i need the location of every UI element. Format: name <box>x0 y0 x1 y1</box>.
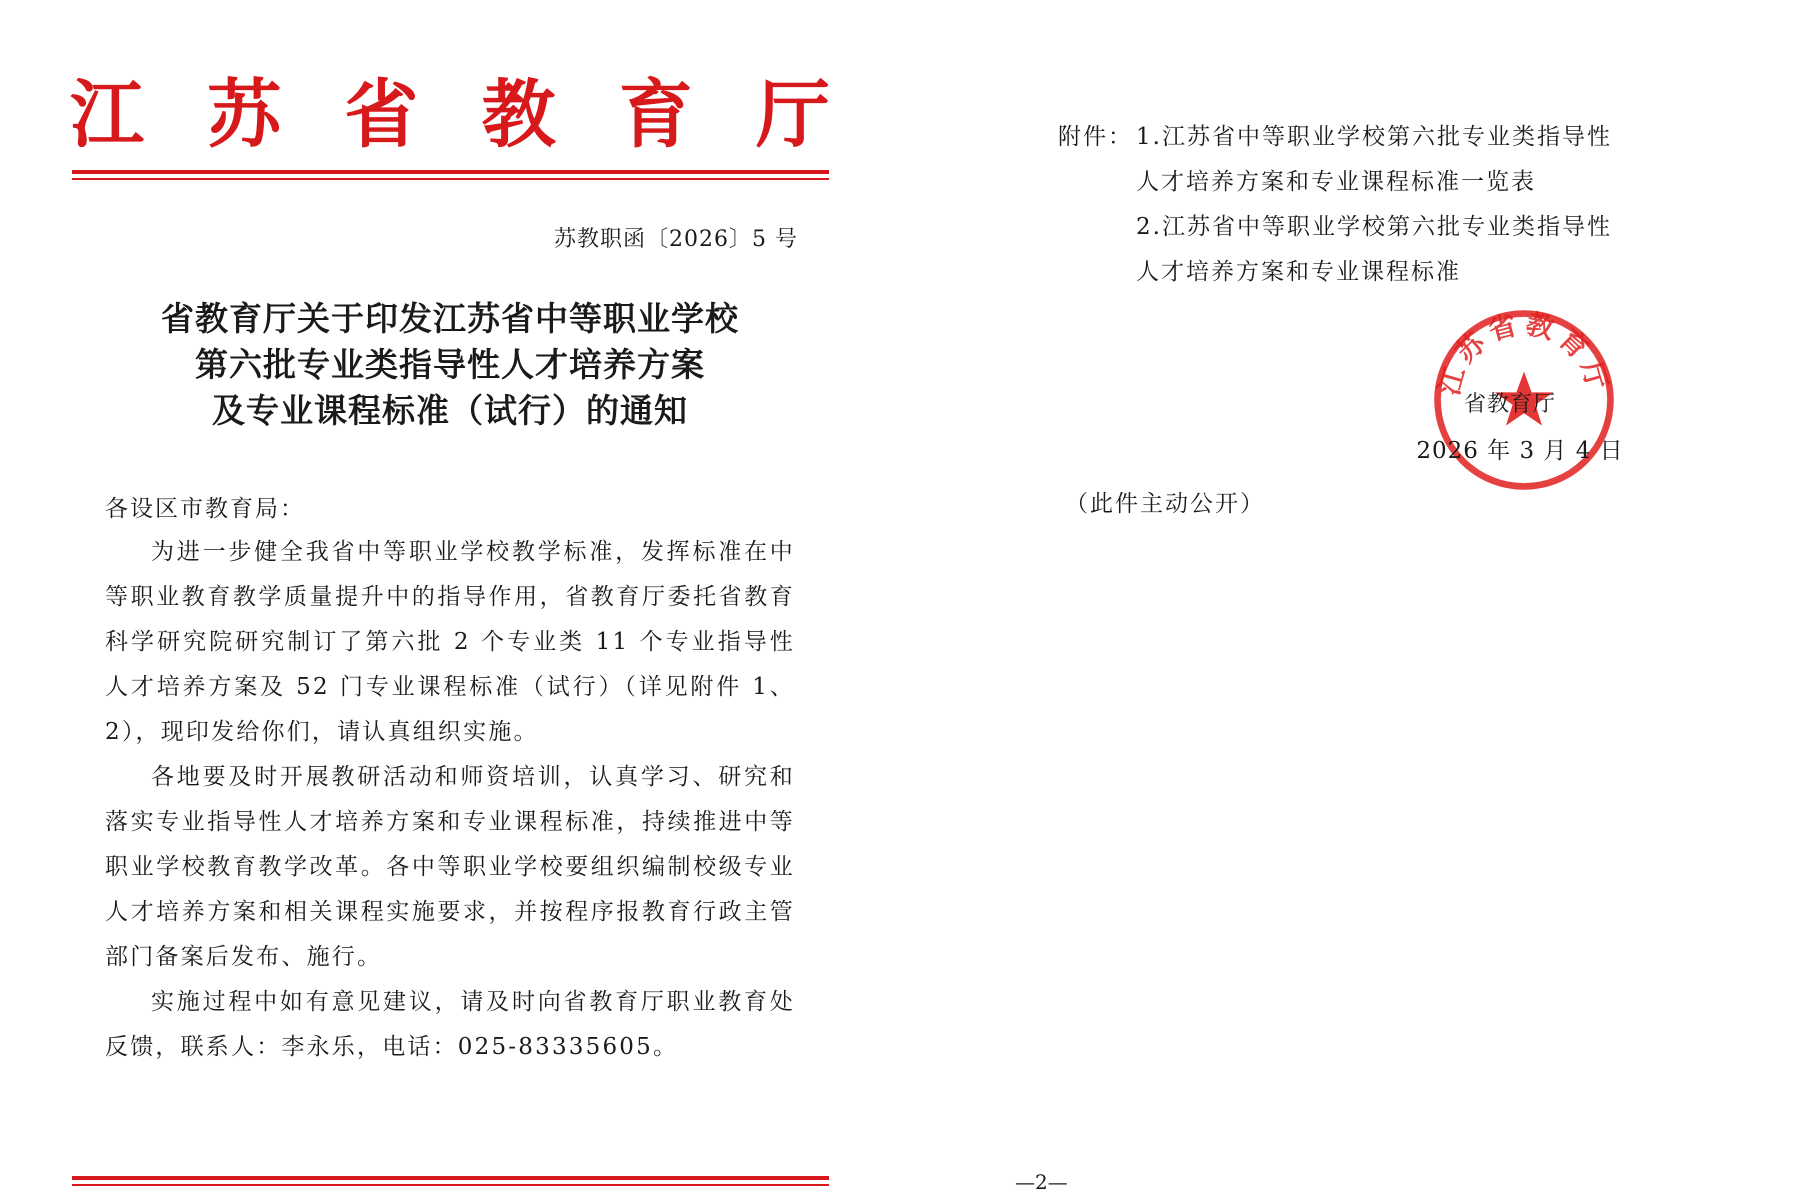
attachment-row <box>1058 115 1618 205</box>
title-line: 省教育厅关于印发江苏省中等职业学校 <box>161 299 739 338</box>
issuer-char: 教 <box>481 72 556 158</box>
page-number: —2— <box>1015 1170 1068 1194</box>
title-line: 及专业课程标准（试行）的通知 <box>212 391 688 430</box>
issuer-title <box>70 72 830 158</box>
signer: 省教育厅 <box>1463 392 1556 417</box>
body-paragraph: 为进一步健全我省中等职业学校教学标准，发挥标准在中等职业教育教学质量提升中的指导作用，省教育厅委托省教育科学研究院研究制订了第六批 2 个专业类 11 个专业指导性人才培养方案及 52 门专业课程标准（试行）（详见附件 1、2），现印发给你们，请认真组织实施。 <box>105 539 795 745</box>
attachment-item: 2.江苏省中等职业学校第六批专业类指导性人才培养方案和专业课程标准 <box>1136 214 1612 285</box>
issuer-char: 江 <box>70 72 144 158</box>
public-note: （此件主动公开） <box>1065 491 1265 517</box>
issuer-char: 苏 <box>207 72 282 158</box>
attachment-item: 1.江苏省中等职业学校第六批专业类指导性人才培养方案和专业课程标准一览表 <box>1136 124 1612 195</box>
attachment-row <box>1058 205 1618 295</box>
attachments-list <box>1058 115 1618 295</box>
footer-red-rule-bottom <box>72 1184 829 1186</box>
body-paragraph: 实施过程中如有意见建议，请及时向省教育厅职业教育处反馈，联系人：李永乐，电话：025-83335605。 <box>105 989 795 1060</box>
salutation: 各设区市教育局： <box>105 496 305 522</box>
attachments-label: 附件： <box>1058 124 1133 150</box>
header-red-rule-top <box>72 170 829 174</box>
footer-red-rule-top <box>72 1176 829 1180</box>
issuer-char: 厅 <box>755 72 830 158</box>
issuer-char: 省 <box>344 72 419 158</box>
document-title <box>80 296 820 434</box>
body-paragraph: 各地要及时开展教研活动和师资培训，认真学习、研究和落实专业指导性人才培养方案和专业课程标准，持续推进中等职业学校教育教学改革。各中等职业学校要组织编制校级专业人才培养方案和相关课程实施要求，并按程序报教育行政主管部门备案后发布、施行。 <box>105 764 795 970</box>
right-page <box>900 0 1800 1200</box>
header-red-rule-bottom <box>72 178 829 180</box>
seal-text: 江苏省教育厅 <box>1433 307 1615 399</box>
title-line: 第六批专业类指导性人才培养方案 <box>195 345 705 384</box>
body-text <box>105 530 795 1070</box>
sign-date: 2026 年 3 月 4 日 <box>1416 438 1624 464</box>
issuer-char: 育 <box>618 72 693 158</box>
document-number: 苏教职函〔2026〕5 号 <box>554 227 798 252</box>
